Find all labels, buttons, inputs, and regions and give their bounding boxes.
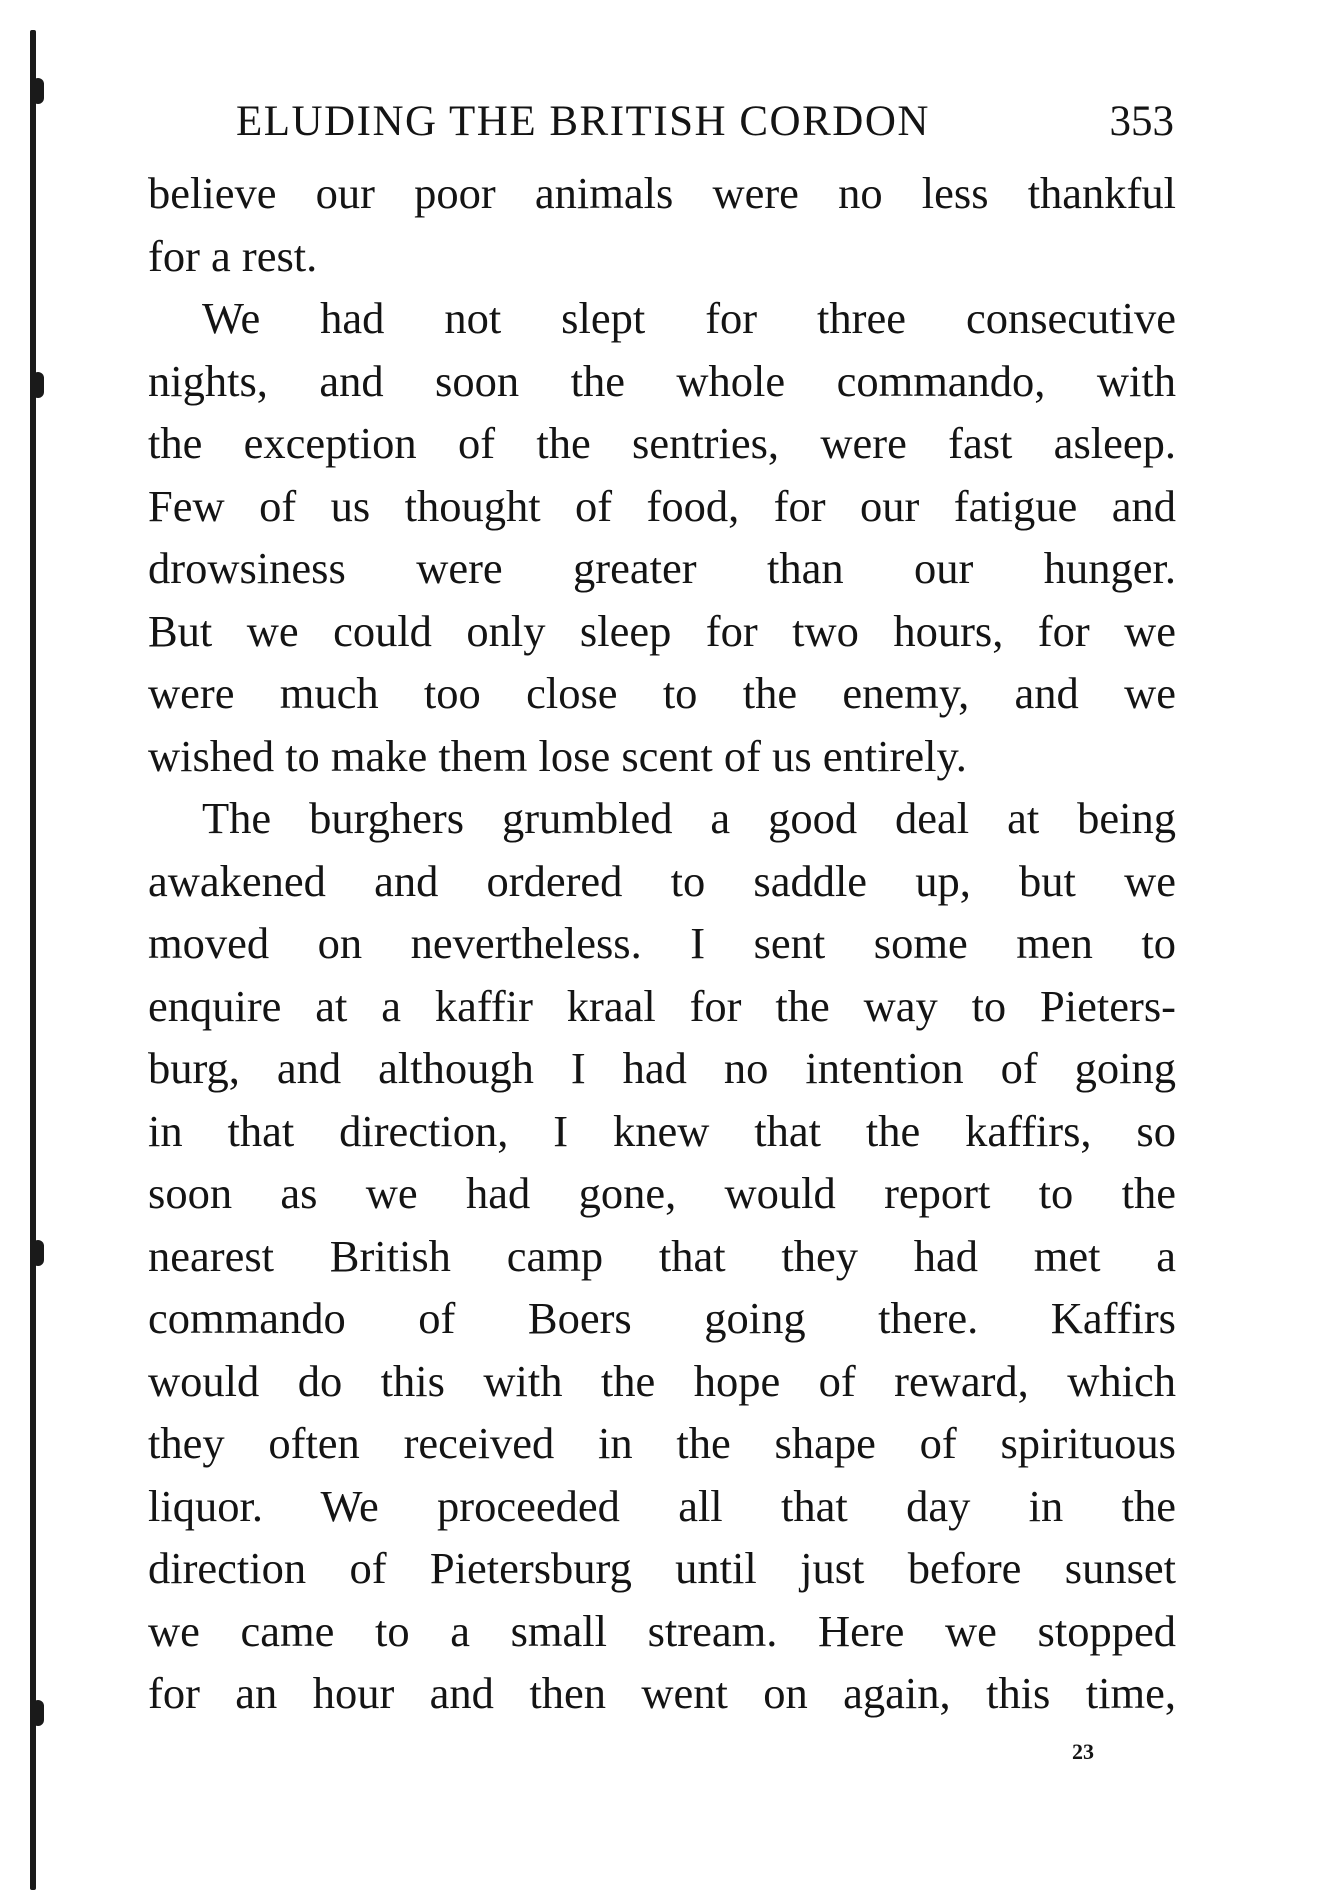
- text-line: moved on nevertheless. I sent some men to: [148, 918, 1176, 968]
- binding-edge-notch: [32, 78, 44, 104]
- text-line: direction of Pietersburg until just before sunset: [148, 1543, 1176, 1593]
- text-line: nearest British camp that they had met a: [148, 1230, 1176, 1281]
- text-line: for an hour and then went on again, this time,: [148, 1668, 1176, 1718]
- text-line: for a rest.: [148, 230, 318, 281]
- binding-edge: [30, 30, 36, 1890]
- text-line: Few of us thought of food, for our fatigue and: [148, 480, 1176, 531]
- text-line: they often received in the shape of spirituous: [148, 1418, 1176, 1468]
- binding-edge-notch: [32, 372, 44, 398]
- running-head: [236, 92, 1174, 152]
- body-text: [148, 162, 1176, 1725]
- text-line: burg, and although I had no intention of going: [148, 1043, 1176, 1093]
- text-line: were much too close to the enemy, and we: [148, 668, 1176, 718]
- text-line: believe our poor animals were no less thankful: [148, 168, 1176, 218]
- text-line: wished to make them lose scent of us entirely.: [148, 730, 967, 781]
- text-line: we came to a small stream. Here we stopped: [148, 1605, 1176, 1656]
- text-line: The burghers grumbled a good deal at being: [202, 793, 1176, 843]
- text-line: liquor. We proceeded all that day in the: [148, 1480, 1176, 1531]
- text-line: nights, and soon the whole commando, with: [148, 355, 1176, 406]
- running-title: ELUDING THE BRITISH CORDON: [236, 98, 930, 145]
- page-number: 353: [1109, 98, 1174, 145]
- text-line: soon as we had gone, would report to the: [148, 1168, 1176, 1218]
- text-line: But we could only sleep for two hours, for we: [148, 605, 1176, 656]
- binding-edge-notch: [32, 1240, 44, 1266]
- binding-edge-notch: [32, 1700, 44, 1726]
- text-line: enquire at a kaffir kraal for the way to Pieters-: [148, 980, 1176, 1031]
- text-line: awakened and ordered to saddle up, but we: [148, 855, 1176, 906]
- text-line: would do this with the hope of reward, which: [148, 1355, 1176, 1406]
- text-line: We had not slept for three consecutive: [202, 293, 1176, 343]
- text-line: commando of Boers going there. Kaffirs: [148, 1293, 1176, 1343]
- text-line: in that direction, I knew that the kaffirs, so: [148, 1105, 1176, 1156]
- text-line: the exception of the sentries, were fast asleep.: [148, 418, 1176, 468]
- text-line: drowsiness were greater than our hunger.: [148, 543, 1176, 593]
- signature-mark: 23: [1072, 1739, 1094, 1764]
